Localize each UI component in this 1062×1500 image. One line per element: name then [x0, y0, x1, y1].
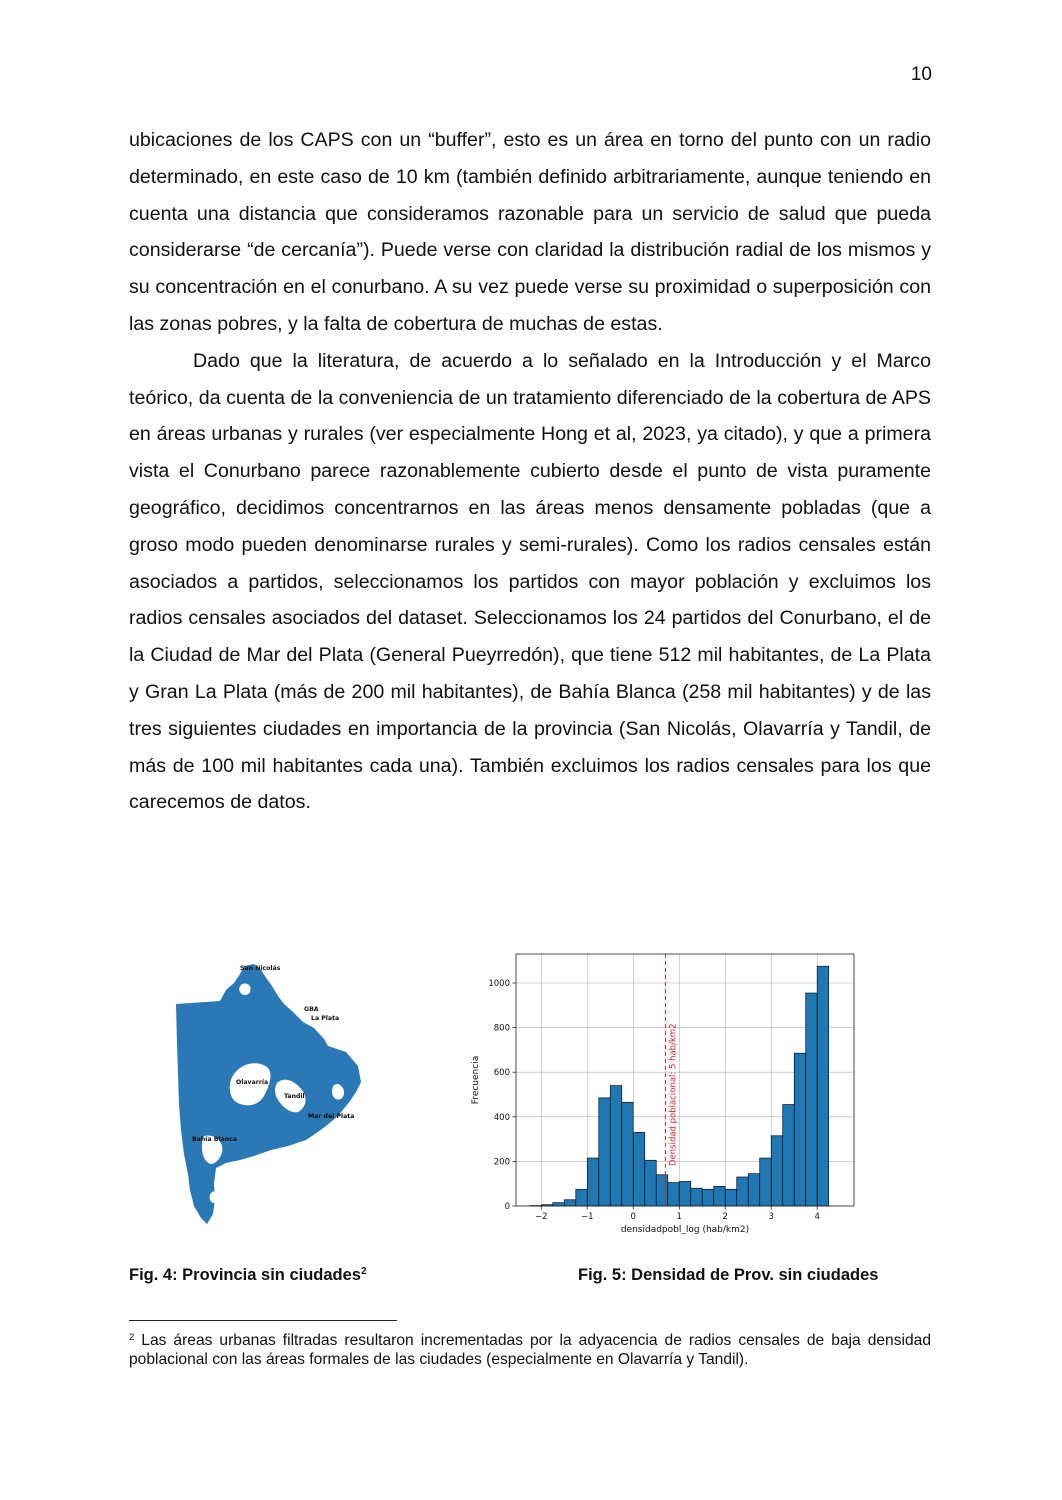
histogram-bar	[587, 1158, 598, 1206]
x-tick-label: −2	[535, 1212, 548, 1222]
label-mar-del-plata: Mar del Plata	[308, 1113, 355, 1120]
x-tick-label: −1	[581, 1212, 594, 1222]
y-tick-label: 800	[493, 1023, 510, 1034]
x-tick-label: 0	[630, 1212, 636, 1222]
histogram-bar	[760, 1158, 771, 1206]
x-tick-label: 1	[676, 1212, 682, 1222]
y-tick-label: 1000	[488, 978, 510, 989]
footnote-rule	[129, 1320, 397, 1321]
y-tick-label: 400	[493, 1112, 510, 1123]
x-tick-label: 4	[814, 1212, 820, 1222]
paragraph: Dado que la literatura, de acuerdo a lo señalado en la Introducción y el Marco teórico, da cuenta de la conveniencia de un tratamiento diferenciado de la cobertura de APS en áreas urbanas y rurales (ver especialmente Hong et al, 2023, ya citado), y que a primera vista el Conurbano parece razonablemente cubierto desde el punto de vista puramente geográfico, decidimos concentrarnos en las áreas menos densamente pobladas (que a groso modo pueden denominarse rurales y semi-rurales). Como los radios censales están asociados a partidos, seleccionamos los partidos con mayor población y excluimos los radios censales asociados del dataset. Seleccionamos los 24 partidos del Conurbano, el de la Ciudad de Mar del Plata (General Pueyrredón), que tiene 512 mil habitantes, de La Plata y Gran La Plata (más de 200 mil habitantes), de Bahía Blanca (258 mil habitantes) y de las tres siguientes ciudades en importancia de la provincia (San Nicolás, Olavarría y Tandil, de más de 100 mil habitantes cada una). También excluimos los radios censales para los que carecemos de datos.	[129, 349, 931, 814]
histogram-bar	[564, 1200, 575, 1206]
histogram-bar	[737, 1177, 748, 1206]
histogram-bar	[645, 1160, 656, 1206]
histogram-bar	[679, 1181, 690, 1206]
x-axis-label: densidadpobl_log (hab/km2)	[620, 1225, 750, 1235]
histogram-bar	[599, 1098, 610, 1206]
label-san-nicolas: San Nicolás	[240, 965, 281, 972]
body-text	[129, 122, 931, 821]
y-tick-label: 600	[493, 1068, 510, 1079]
density-threshold-label: Densidad poblacional: 5 hab/km2	[668, 1023, 679, 1166]
histogram-bar	[817, 966, 828, 1206]
density-histogram-chart	[464, 948, 864, 1240]
histogram-bar	[668, 1183, 679, 1206]
page-number: 10	[910, 64, 932, 85]
label-bahia-blanca: Bahía Blanca	[192, 1136, 238, 1143]
histogram-bar	[748, 1174, 759, 1206]
histogram-bar	[783, 1105, 794, 1206]
y-tick-label: 200	[493, 1157, 510, 1168]
histogram-bar	[771, 1136, 782, 1206]
histogram-bar	[656, 1175, 667, 1206]
histogram-bar	[576, 1189, 587, 1206]
x-tick-label: 3	[768, 1212, 774, 1222]
histogram-bar	[622, 1102, 633, 1206]
histogram-bar	[725, 1189, 736, 1206]
y-tick-label: 0	[504, 1202, 510, 1212]
histogram-bar	[714, 1186, 725, 1206]
label-la-plata: La Plata	[311, 1015, 340, 1022]
histogram-bar	[806, 993, 817, 1206]
histogram-bar	[794, 1053, 805, 1206]
province-map-figure	[168, 956, 368, 1228]
histogram-bar	[691, 1188, 702, 1206]
fig4-caption: Fig. 4: Provincia sin ciudades$^2$	[129, 1266, 367, 1284]
y-axis-label: Frecuencia	[471, 1055, 481, 1105]
histogram-bar	[633, 1132, 644, 1206]
histogram-bar	[610, 1086, 621, 1206]
histogram-bar	[702, 1189, 713, 1206]
x-tick-label: 2	[722, 1212, 728, 1222]
fig5-caption: Fig. 5: Densidad de Prov. sin ciudades	[578, 1266, 879, 1284]
label-olavarria: Olavarría	[236, 1079, 269, 1086]
footnote: $^2$ Las áreas urbanas filtradas resultaron incrementadas por la adyacencia de radios censales de baja densidad poblacional con las áreas formales de las ciudades (especialmente en Olavarría y Tandil).	[129, 1332, 931, 1368]
histogram-bar	[553, 1203, 564, 1206]
label-tandil: Tandil	[284, 1093, 305, 1100]
label-gba: GBA	[304, 1006, 319, 1013]
paragraph: ubicaciones de los CAPS con un “buffer”, esto es un área en torno del punto con un radio determinado, en este caso de 10 km (también definido arbitrariamente, aunque teniendo en cuenta una distancia que consideramos razonable para un servicio de salud que pueda considerarse “de cercanía”). Puede verse con claridad la distribución radial de los mismos y su concentración en el conurbano. A su vez puede verse su proximidad o superposición con las zonas pobres, y la falta de cobertura de muchas de estas.	[129, 129, 931, 335]
